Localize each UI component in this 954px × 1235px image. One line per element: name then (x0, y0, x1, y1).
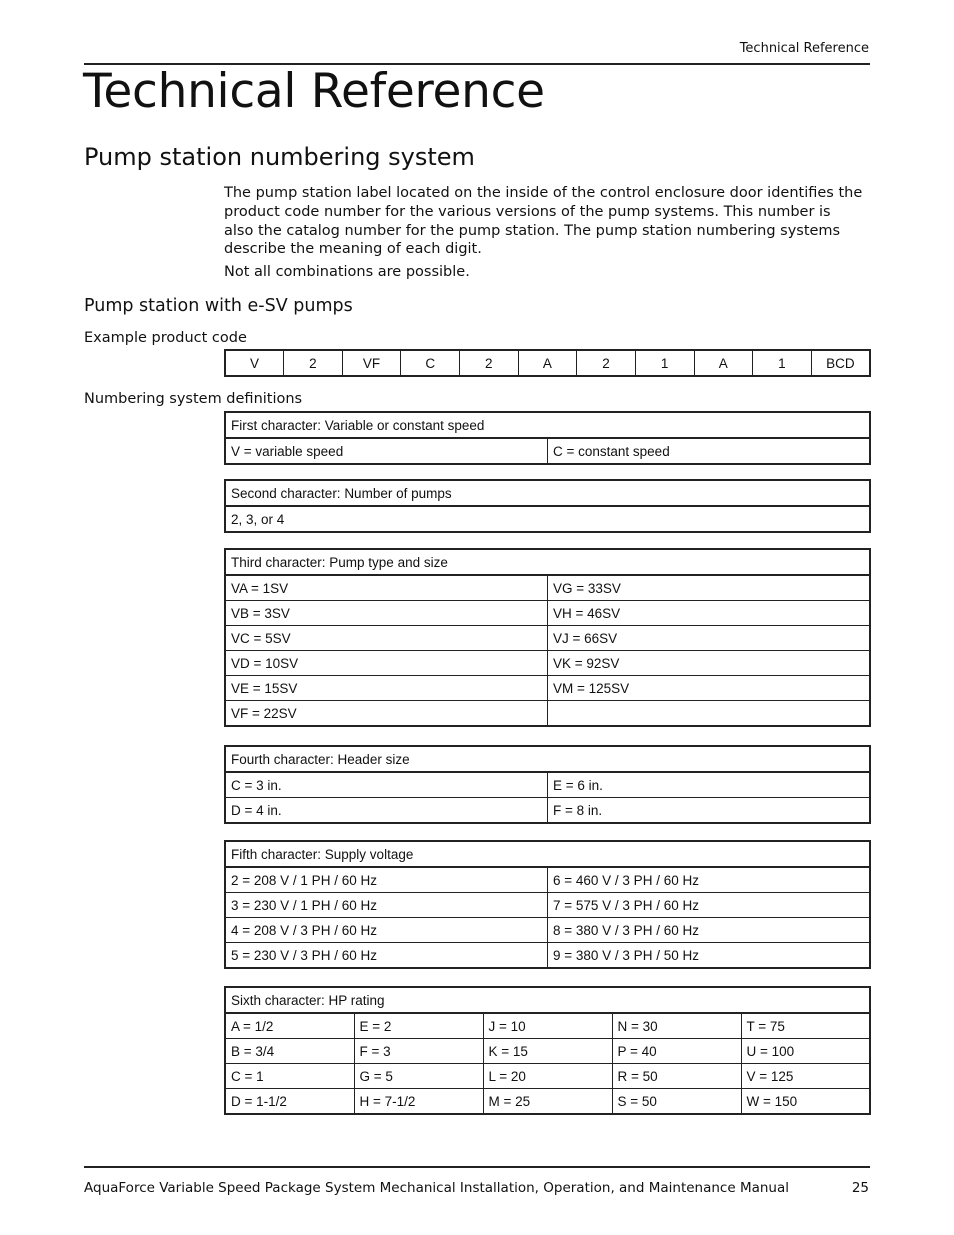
table-cell: H = 7-1/2 (354, 1089, 483, 1115)
table-cell: 3 = 230 V / 1 PH / 60 Hz (225, 893, 548, 918)
table-cell: B = 3/4 (225, 1039, 354, 1064)
table-header: Second character: Number of pumps (225, 480, 870, 506)
code-cell: 2 (577, 350, 636, 376)
table-cell: VG = 33SV (548, 575, 871, 601)
table-header: Fifth character: Supply voltage (225, 841, 870, 867)
page-title: Technical Reference (83, 64, 545, 119)
table-cell: VF = 22SV (225, 701, 548, 727)
code-cell: A (694, 350, 753, 376)
table-row (225, 506, 870, 532)
table-row (225, 701, 870, 727)
code-cell: 2 (460, 350, 519, 376)
table-cell: VM = 125SV (548, 676, 871, 701)
table-cell: C = 1 (225, 1064, 354, 1089)
page-number: 25 (851, 1180, 869, 1196)
table-cell: 6 = 460 V / 3 PH / 60 Hz (548, 867, 871, 893)
table-cell: U = 100 (741, 1039, 870, 1064)
table-row (225, 893, 870, 918)
code-cell: 1 (635, 350, 694, 376)
table-cell: J = 10 (483, 1013, 612, 1039)
table-cell: E = 6 in. (548, 772, 871, 798)
code-cell: V (225, 350, 284, 376)
code-cell: VF (342, 350, 401, 376)
table-cell: 5 = 230 V / 3 PH / 60 Hz (225, 943, 548, 969)
first-character-table (224, 411, 871, 465)
table-cell: 2 = 208 V / 1 PH / 60 Hz (225, 867, 548, 893)
table-cell: M = 25 (483, 1089, 612, 1115)
table-cell: N = 30 (612, 1013, 741, 1039)
table-row (225, 1039, 870, 1064)
table-cell: VC = 5SV (225, 626, 548, 651)
table-cell: 8 = 380 V / 3 PH / 60 Hz (548, 918, 871, 943)
fourth-character-table (224, 745, 871, 824)
code-cell: 1 (753, 350, 812, 376)
running-head: Technical Reference (739, 41, 869, 56)
table-cell: G = 5 (354, 1064, 483, 1089)
table-cell: V = 125 (741, 1064, 870, 1089)
table-cell: L = 20 (483, 1064, 612, 1089)
table-row (225, 575, 870, 601)
table-row (225, 772, 870, 798)
section-title: Pump station numbering system (84, 143, 475, 171)
table-cell: 7 = 575 V / 3 PH / 60 Hz (548, 893, 871, 918)
table-row (225, 676, 870, 701)
table-row (225, 438, 870, 464)
table-header: First character: Variable or constant speed (225, 412, 870, 438)
sixth-character-table (224, 986, 871, 1115)
subsection-title: Pump station with e-SV pumps (84, 296, 353, 316)
table-cell: VJ = 66SV (548, 626, 871, 651)
table-cell: 2, 3, or 4 (225, 506, 870, 532)
table-row (225, 1064, 870, 1089)
table-cell: VE = 15SV (225, 676, 548, 701)
table-row (225, 651, 870, 676)
example-code-table (224, 349, 871, 377)
table-cell: S = 50 (612, 1089, 741, 1115)
table-cell: F = 3 (354, 1039, 483, 1064)
second-character-table (224, 479, 871, 533)
table-header: Third character: Pump type and size (225, 549, 870, 575)
table-cell: P = 40 (612, 1039, 741, 1064)
code-cell: A (518, 350, 577, 376)
table-row (225, 1013, 870, 1039)
table-row (225, 943, 870, 969)
table-cell: F = 8 in. (548, 798, 871, 824)
footer-rule (84, 1166, 870, 1168)
footer-manual-title: AquaForce Variable Speed Package System Mechanical Installation, Operation, and Maintenance Manual (84, 1180, 789, 1196)
table-cell: V = variable speed (225, 438, 548, 464)
table-cell: VA = 1SV (225, 575, 548, 601)
table-cell: R = 50 (612, 1064, 741, 1089)
table-row (225, 1089, 870, 1115)
code-cell: C (401, 350, 460, 376)
example-label: Example product code (84, 330, 247, 346)
table-header: Fourth character: Header size (225, 746, 870, 772)
table-cell: W = 150 (741, 1089, 870, 1115)
intro-paragraph: The pump station label located on the inside of the control enclosure door identifies the product code number for the various versions of the pump systems. This number is also the catalog number for the pump station. The pump station numbering systems describe the meaning of each digit. (224, 185, 863, 258)
table-row (225, 867, 870, 893)
code-cell: BCD (811, 350, 870, 376)
table-cell: C = 3 in. (225, 772, 548, 798)
table-cell: E = 2 (354, 1013, 483, 1039)
table-cell: VK = 92SV (548, 651, 871, 676)
code-cell: 2 (284, 350, 343, 376)
table-cell: A = 1/2 (225, 1013, 354, 1039)
table-cell: 4 = 208 V / 3 PH / 60 Hz (225, 918, 548, 943)
table-cell: T = 75 (741, 1013, 870, 1039)
table-row (225, 918, 870, 943)
table-cell (548, 701, 871, 727)
table-cell: D = 1-1/2 (225, 1089, 354, 1115)
table-cell: C = constant speed (548, 438, 871, 464)
table-cell: 9 = 380 V / 3 PH / 50 Hz (548, 943, 871, 969)
note-paragraph: Not all combinations are possible. (224, 264, 470, 280)
third-character-table (224, 548, 871, 727)
table-header: Sixth character: HP rating (225, 987, 870, 1013)
table-row (225, 601, 870, 626)
table-cell: K = 15 (483, 1039, 612, 1064)
table-cell: VH = 46SV (548, 601, 871, 626)
definitions-label: Numbering system definitions (84, 391, 303, 407)
table-cell: VD = 10SV (225, 651, 548, 676)
table-row (225, 626, 870, 651)
table-row (225, 798, 870, 824)
table-cell: D = 4 in. (225, 798, 548, 824)
table-cell: VB = 3SV (225, 601, 548, 626)
fifth-character-table (224, 840, 871, 969)
